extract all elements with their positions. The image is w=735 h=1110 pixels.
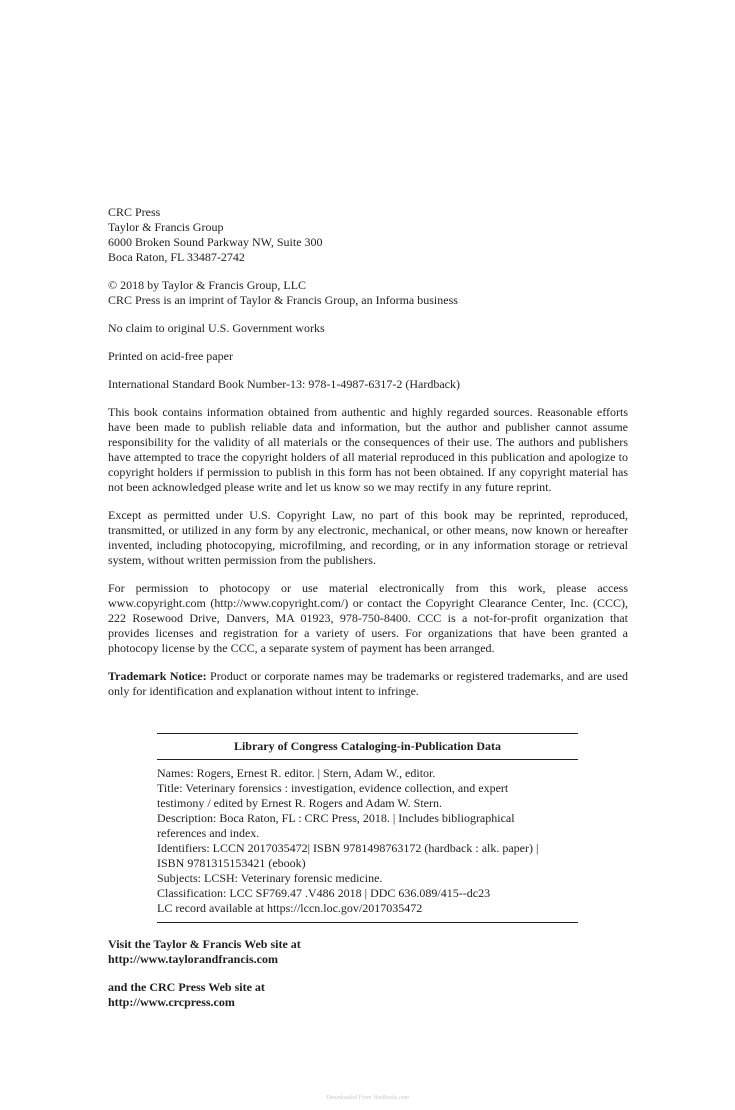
website-links: [108, 937, 508, 1010]
cip-line: LC record available at https://lccn.loc.gov/2017035472: [157, 901, 423, 915]
copyright-law-paragraph: Except as permitted under U.S. Copyright Law, no part of this book may be reprinted, reproduced, transmitted, or utilized in any form by any electronic, mechanical, or other means, now known or hereafter invented, including photocopying, microfilming, and recording, or in any information storage or retrieval system, without written permission from the publishers.: [108, 508, 628, 567]
trademark-notice: [108, 669, 628, 699]
tf-website-label: Visit the Taylor & Francis Web site at: [108, 937, 301, 951]
paper-statement: Printed on acid-free paper: [108, 349, 233, 363]
publisher-address: [108, 205, 628, 265]
isbn-statement: International Standard Book Number-13: 978-1-4987-6317-2 (Hardback): [108, 377, 460, 391]
publisher-line: 6000 Broken Sound Parkway NW, Suite 300: [108, 235, 323, 249]
reliability-paragraph: This book contains information obtained from authentic and highly regarded sources. Reasonable efforts have been made to publish reliable data and information, but the author and publisher cannot assume responsibility for the validity of all materials or the consequences of their use. The authors and publishers have attempted to trace the copyright holders of all material reproduced in this publication and apologize to copyright holders if permission to publish in this form has not been obtained. If any copyright material has not been acknowledged please write and let us know so we may rectify in any future reprint.: [108, 405, 628, 494]
copyright-line: CRC Press is an imprint of Taylor & Francis Group, an Informa business: [108, 293, 458, 307]
cip-line: Description: Boca Raton, FL : CRC Press, 2018. | Includes bibliographical: [157, 811, 515, 825]
cip-line: Subjects: LCSH: Veterinary forensic medicine.: [157, 871, 383, 885]
publisher-line: CRC Press: [108, 205, 161, 219]
cip-title: Library of Congress Cataloging-in-Publication Data: [233, 739, 502, 753]
crc-website-label: and the CRC Press Web site at: [108, 980, 265, 994]
cip-line: Title: Veterinary forensics : investigation, evidence collection, and expert: [157, 781, 509, 795]
cip-entries: [157, 760, 578, 922]
cip-data-block: [157, 733, 578, 923]
cip-line: Names: Rogers, Ernest R. editor. | Stern, Adam W., editor.: [157, 766, 436, 780]
copyright-line: © 2018 by Taylor & Francis Group, LLC: [108, 278, 307, 292]
crc-website-url[interactable]: http://www.crcpress.com: [108, 995, 235, 1009]
copyright-page-content: [108, 205, 628, 699]
cip-line: testimony / edited by Ernest R. Rogers and Adam W. Stern.: [157, 796, 442, 810]
permission-paragraph: For permission to photocopy or use material electronically from this work, please access www.copyright.com (http://www.copyright.com/) or contact the Copyright Clearance Center, Inc. (CCC), 222 Rosewood Drive, Danvers, MA 01923, 978-750-8400. CCC is a not-for-profit organization that provides licenses and registration for a variety of users. For organizations that have been granted a photocopy license by the CCC, a separate system of payment has been arranged.: [108, 581, 628, 655]
trademark-label: Trademark Notice:: [108, 669, 207, 683]
publisher-line: Boca Raton, FL 33487-2742: [108, 250, 245, 264]
tf-website-url[interactable]: http://www.taylorandfrancis.com: [108, 952, 278, 966]
publisher-line: Taylor & Francis Group: [108, 220, 224, 234]
no-claim-statement: No claim to original U.S. Government works: [108, 321, 325, 335]
trademark-text: Product or corporate names may be trademarks or registered trademarks, and are used only for identification and explanation without intent to infringe.: [108, 669, 628, 698]
cip-line: Identifiers: LCCN 2017035472| ISBN 9781498763172 (hardback : alk. paper) |: [157, 841, 539, 855]
cip-line: ISBN 9781315153421 (ebook): [157, 856, 306, 870]
cip-line: references and index.: [157, 826, 260, 840]
copyright-notice: [108, 278, 628, 308]
cip-bottom-rule: [157, 922, 578, 923]
cip-line: Classification: LCC SF769.47 .V486 2018 | DDC 636.089/415--dc23: [157, 886, 491, 900]
download-watermark: Downloaded From VetsBooks.com: [326, 1095, 409, 1101]
